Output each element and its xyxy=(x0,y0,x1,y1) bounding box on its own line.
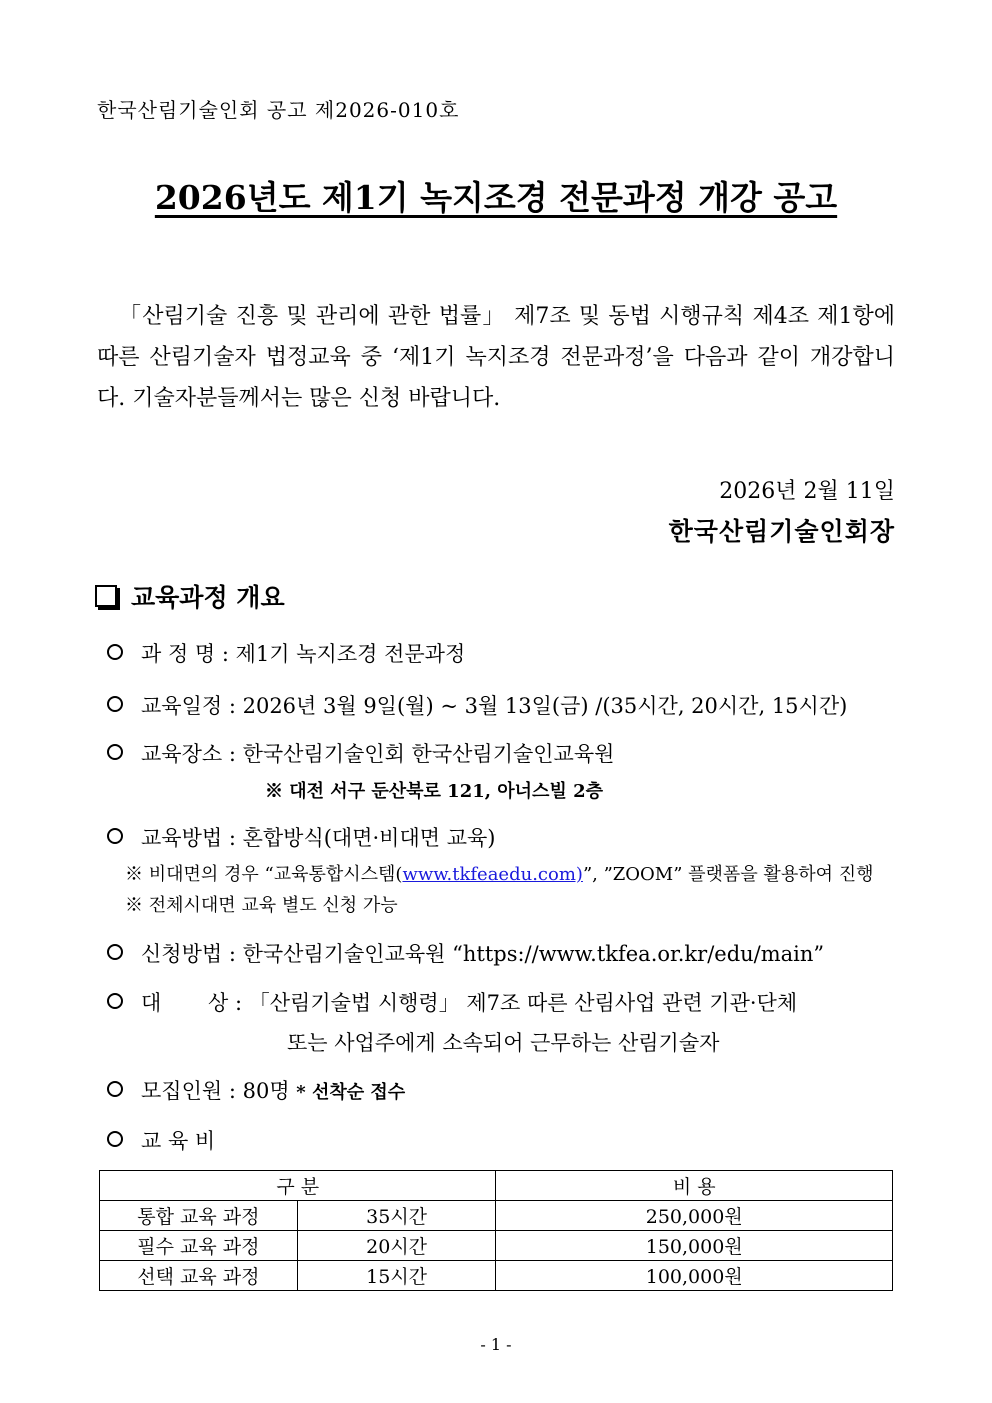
page-number: - 1 - xyxy=(480,1335,512,1354)
table-row xyxy=(100,1261,893,1291)
item-location xyxy=(107,738,614,768)
table-row xyxy=(100,1231,893,1261)
notice-date: 2026년 2월 11일 xyxy=(719,479,895,504)
circle-bullet-icon xyxy=(107,944,123,960)
course-hours: 35시간 xyxy=(297,1201,496,1231)
section-heading-text: 교육과정 개요 xyxy=(131,583,285,612)
notice-number: 한국산림기술인회 공고 제2026-010호 xyxy=(97,98,460,122)
value: 80명 xyxy=(242,1079,290,1103)
note-text: ”, ”ZOOM” 플랫폼을 활용하여 진행 xyxy=(582,864,874,885)
circle-bullet-icon xyxy=(107,828,123,844)
label: 과 정 명 : xyxy=(141,642,229,666)
circle-bullet-icon xyxy=(107,696,123,712)
course-fee: 100,000원 xyxy=(496,1261,893,1291)
value: 「산림기술법 시행령」 제7조 따른 산림사업 관련 기관·단체 xyxy=(248,991,798,1015)
circle-bullet-icon xyxy=(107,1131,123,1147)
label: 교 육 비 xyxy=(141,1129,216,1153)
method-note-2: ※ 전체시대면 교육 별도 신청 가능 xyxy=(125,895,398,916)
edu-system-link[interactable]: www.tkfeaedu.com) xyxy=(402,864,583,885)
item-course-name xyxy=(107,638,465,668)
method-note-1 xyxy=(125,860,873,886)
location-address: ※ 대전 서구 둔산북로 121, 아너스빌 2층 xyxy=(265,781,604,802)
value: 혼합방식(대면·비대면 교육) xyxy=(242,826,496,850)
section-heading xyxy=(95,578,285,614)
circle-bullet-icon xyxy=(107,993,123,1009)
issuer: 한국산림기술인회장 xyxy=(668,517,895,546)
circle-bullet-icon xyxy=(107,644,123,660)
title-text: 2026년도 제1기 녹지조경 전문과정 개강 공고 xyxy=(154,178,838,217)
value: 제1기 녹지조경 전문과정 xyxy=(235,642,466,666)
item-target xyxy=(107,987,797,1017)
course-type: 통합 교육 과정 xyxy=(100,1201,298,1231)
course-fee: 150,000원 xyxy=(496,1231,893,1261)
circle-bullet-icon xyxy=(107,744,123,760)
checkbox-square-icon xyxy=(95,585,117,607)
item-schedule xyxy=(107,690,847,720)
course-hours: 15시간 xyxy=(297,1261,496,1291)
item-fee xyxy=(107,1125,215,1155)
intro-paragraph: 「산림기술 진흥 및 관리에 관한 법률」 제7조 및 동법 시행규칙 제4조 제1항에 따른 산림기술자 법정교육 중 ‘제1기 녹지조경 전문과정’을 다음과 같이 개강합니다. 기술자분들께서는 많은 신청 바랍니다. xyxy=(97,304,895,411)
target-line-2: 또는 사업주에게 소속되어 근무하는 산림기술자 xyxy=(287,1031,720,1055)
item-capacity xyxy=(107,1075,405,1105)
value: 2026년 3월 9일(월) ~ 3월 13일(금) /(35시간, 20시간, 15시간) xyxy=(242,694,848,718)
header-category: 구 분 xyxy=(100,1171,496,1201)
item-method xyxy=(107,822,495,852)
circle-bullet-icon xyxy=(107,1081,123,1097)
course-type: 선택 교육 과정 xyxy=(100,1261,298,1291)
label: 교육일정 : xyxy=(141,694,236,718)
label: 신청방법 : xyxy=(141,942,236,966)
page-title xyxy=(0,172,992,219)
label: 교육방법 : xyxy=(141,826,236,850)
note-text: ※ 비대면의 경우 “교육통합시스템( xyxy=(125,864,403,885)
course-type: 필수 교육 과정 xyxy=(100,1231,298,1261)
table-header-row xyxy=(100,1171,893,1201)
header-cost: 비 용 xyxy=(496,1171,893,1201)
course-hours: 20시간 xyxy=(297,1231,496,1261)
label: 교육장소 : xyxy=(141,742,236,766)
label: 모집인원 : xyxy=(141,1079,236,1103)
capacity-note: * 선착순 접수 xyxy=(296,1082,406,1103)
value: 한국산림기술인교육원 “https://www.tkfea.or.kr/edu/main” xyxy=(242,942,825,966)
item-apply xyxy=(107,938,824,968)
fee-table xyxy=(99,1170,893,1291)
value: 한국산림기술인회 한국산림기술인교육원 xyxy=(242,742,615,766)
course-fee: 250,000원 xyxy=(496,1201,893,1231)
label: 대 상 : xyxy=(141,991,243,1015)
table-row xyxy=(100,1201,893,1231)
